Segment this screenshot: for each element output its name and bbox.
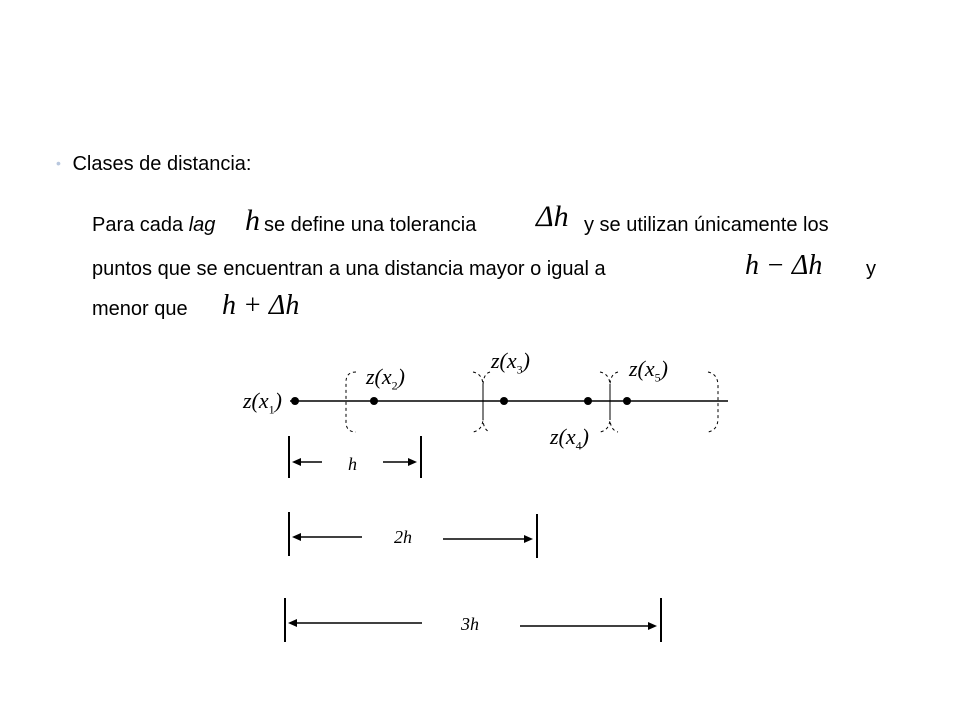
bullet-text: Clases de distancia:	[72, 153, 252, 175]
point-4	[584, 397, 592, 405]
para-text-4: puntos que se encuentran a una distancia mayor o igual a	[92, 258, 606, 280]
span-2h-right-head	[524, 535, 533, 543]
plus-expression: h + Δh	[222, 290, 300, 321]
para-text-5: y	[866, 258, 876, 280]
label-z-x2: $z(x_2)$	[366, 364, 405, 393]
bullet-icon: •	[56, 155, 61, 171]
point-3	[500, 397, 508, 405]
label-z-x5: $z(x_5)$	[629, 356, 668, 385]
lag-word: lag	[188, 214, 216, 236]
span-3h-right-head	[648, 622, 657, 630]
para-text-3: y se utilizan únicamente los	[584, 214, 829, 236]
h-symbol: h	[245, 204, 260, 237]
para-text-1: Para cada	[92, 214, 189, 236]
span-label-2h: 2h	[394, 527, 412, 547]
para-text-6: menor que	[92, 298, 188, 320]
label-z-x4: $z(x_4)$	[550, 424, 589, 453]
point-5	[623, 397, 631, 405]
para-text-2: se define una tolerancia	[264, 214, 477, 236]
minus-expression: h − Δh	[745, 250, 823, 281]
span-h-right-head	[408, 458, 417, 466]
point-1	[291, 397, 299, 405]
label-z-x3: $z(x_3)$	[491, 348, 530, 377]
span-3h-left-head	[288, 619, 297, 627]
span-h-left-head	[292, 458, 301, 466]
span-2h-left-head	[292, 533, 301, 541]
span-label-h: h	[348, 454, 357, 474]
label-z-x1: $z(x_1)$	[243, 388, 282, 417]
point-2	[370, 397, 378, 405]
span-label-3h: 3h	[461, 614, 479, 634]
tolerance-symbol: Δh	[536, 200, 569, 233]
